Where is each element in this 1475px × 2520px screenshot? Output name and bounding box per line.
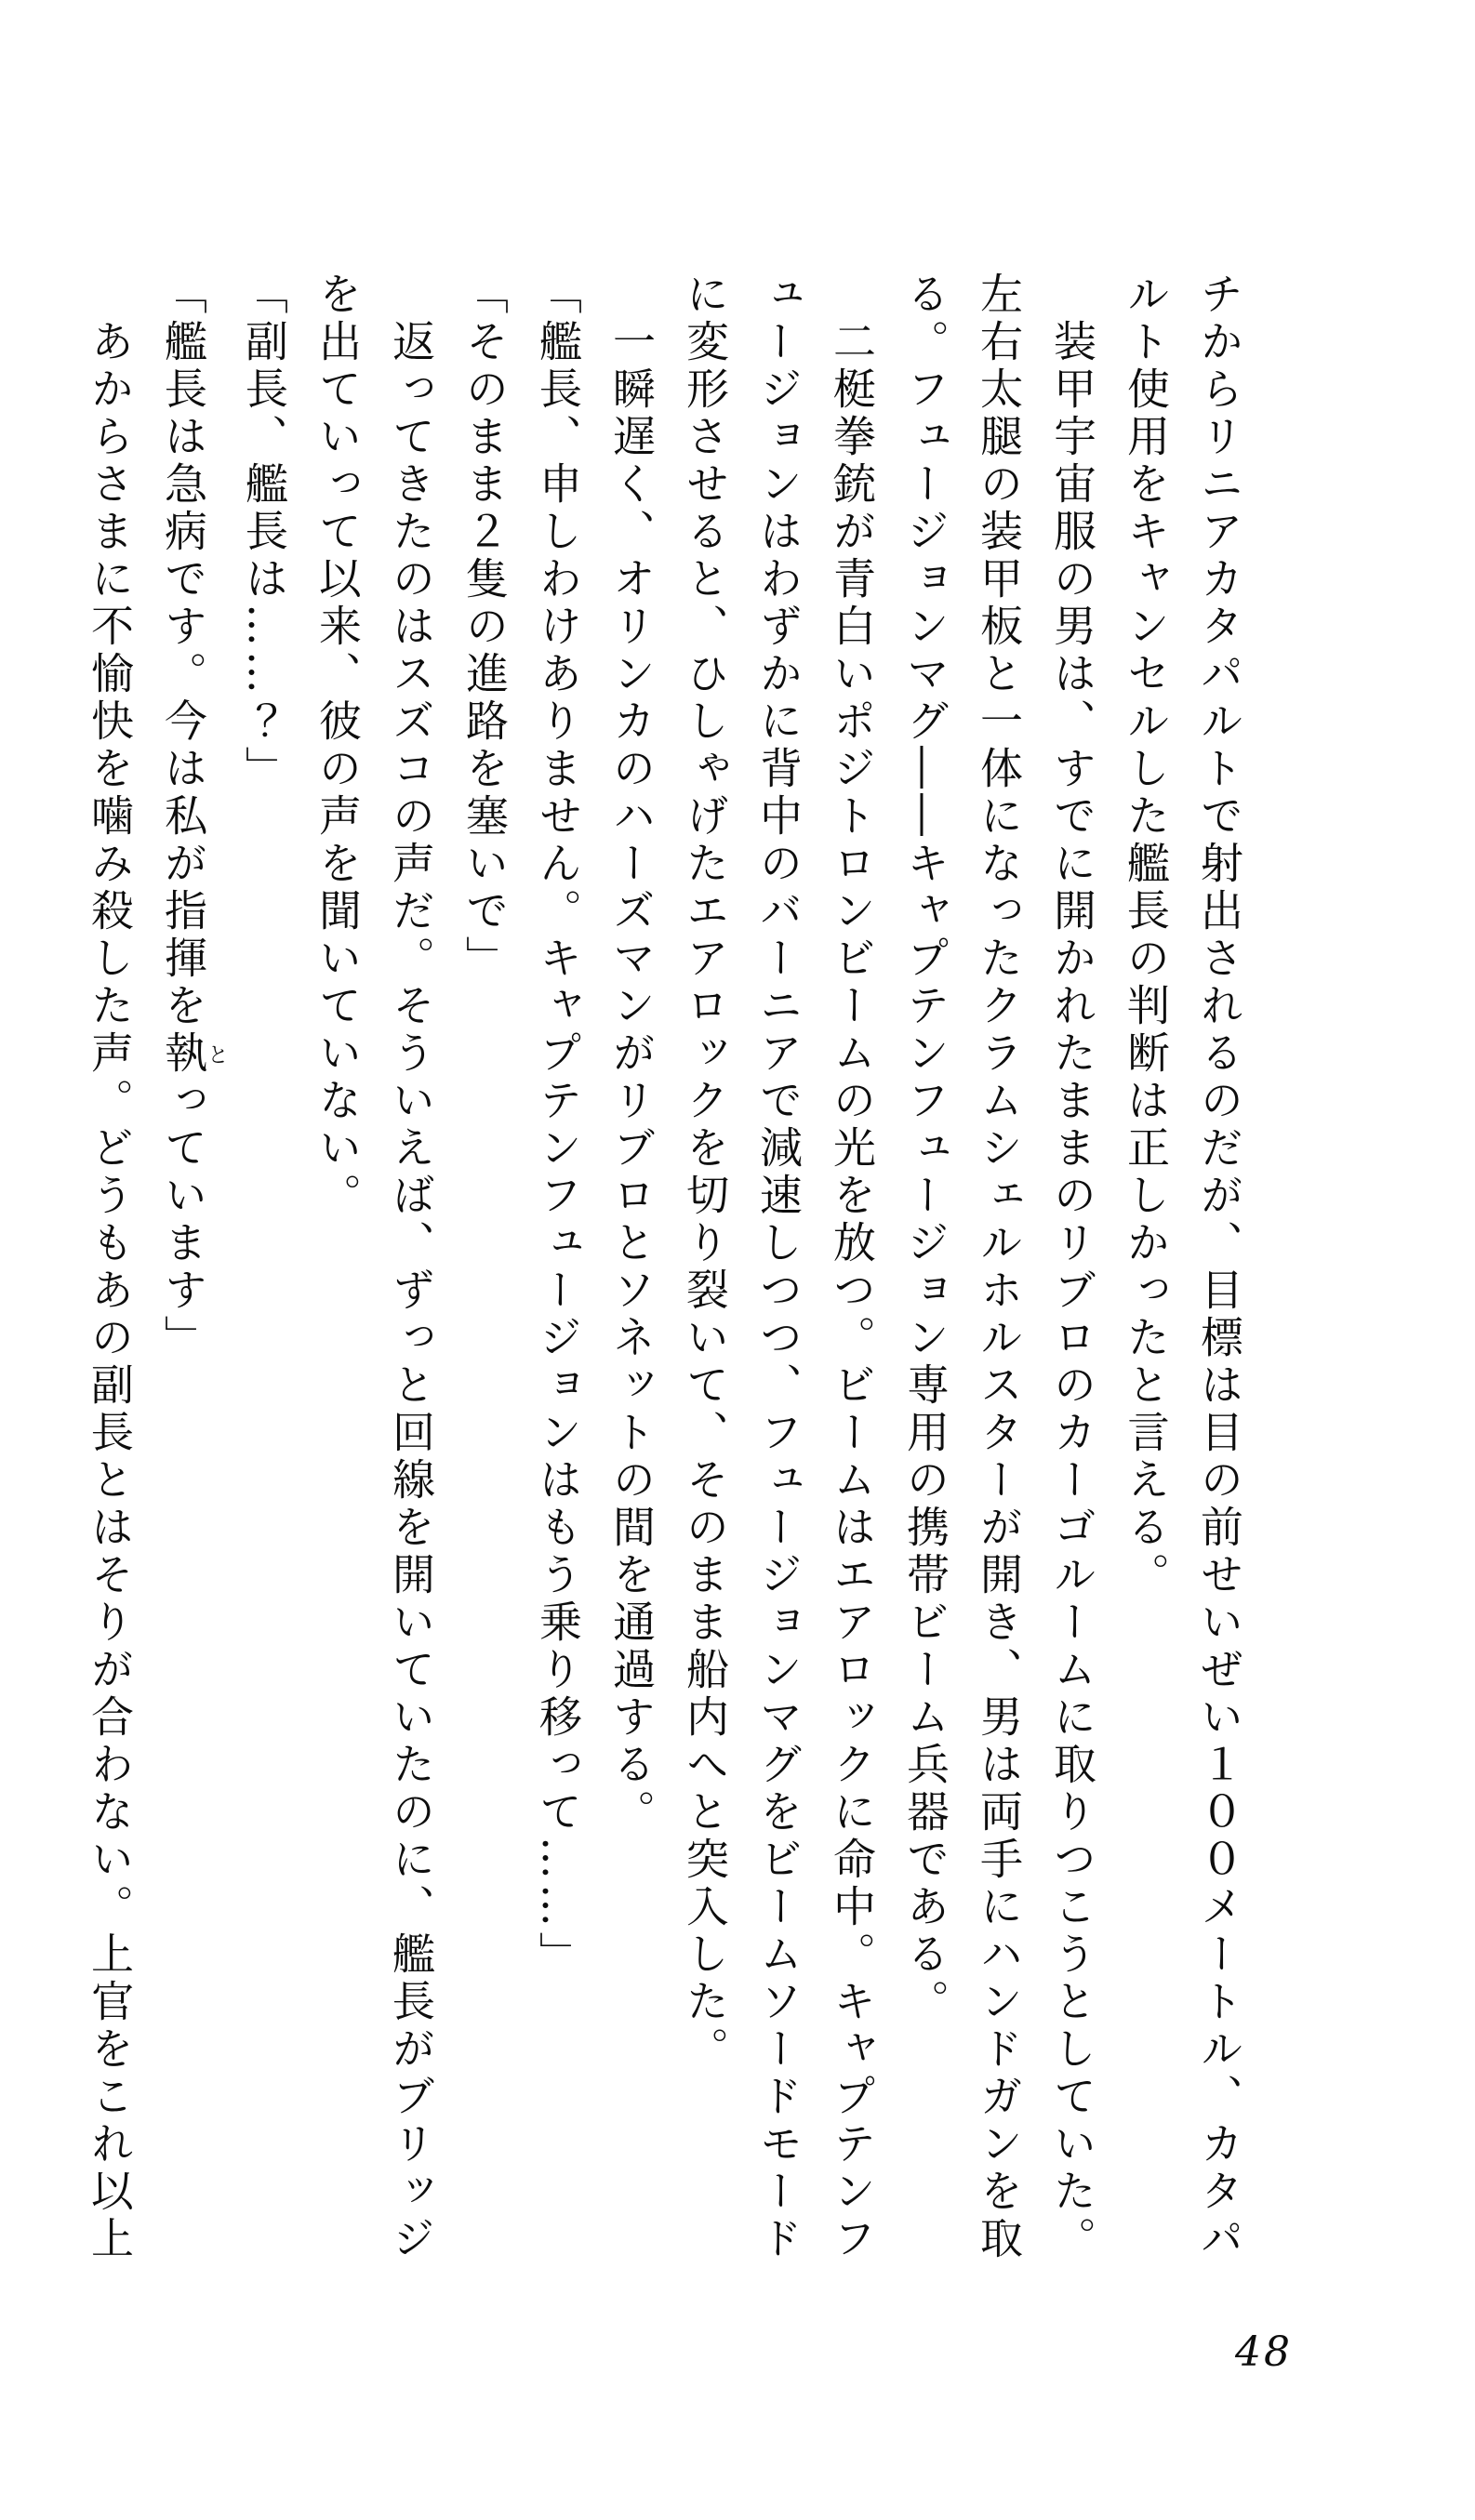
text-line: 二梃拳銃が青白いポジトロンビームの光を放つ。ビームはエアロックに命中。キャプテンフ [827,319,877,2263]
text-line: あからさまに不愉快を噛み殺した声。どうもあの副長とはそりが合わない。上官をこれ以上 [85,319,135,2263]
text-line: に変形させると、ひしゃげたエアロックを切り裂いて、そのまま船内へと突入した。 [680,272,730,2074]
page-number: 48 [1235,2328,1293,2376]
text-line: 「副長、艦長は……？」 [239,272,289,793]
furigana-ruby: 執と [158,1030,228,1078]
text-line: 「艦長は急病です。今は私が指揮を執とっています」 [158,272,228,1362]
text-line: チからリニアカタパルトで射出されるのだが、目標は目の前せいぜい１００メートル、カタパ [1194,272,1244,2263]
furigana-text: と [204,1030,228,1078]
text-line: る。フュージョンマグ――キャプテンフュージョン専用の携帯ビーム兵器である。 [900,272,950,2026]
text-line: 「そのまま２隻の進路を塞いで」 [459,272,510,983]
text-line: ュージョンはわずかに背中のバーニアで減速しつつ、フュージョンマグをビームソードモード [753,272,804,2263]
text-line: ルト使用をキャンセルした艦長の判断は正しかったと言える。 [1121,272,1171,1599]
text-line: 「艦長、申しわけありません。キャプテンフュージョンはもう乗り移って……」 [533,272,583,1979]
text-line: 返ってきたのはスズコの声だ。そういえば、ずっと回線を開いていたのに、艦長がブリッジ [386,319,436,2263]
vertical-text-block [73,272,1256,2267]
text-line: 左右太腿の装甲板と一体になったクラムシェルホルスターが開き、男は両手にハンドガンを取 [974,272,1024,2263]
text-line: 装甲宇宙服の男は、すでに開かれたままのリブロのカーゴルームに取りつこうとしていた。 [1047,319,1097,2263]
text-line: を出ていって以来、彼の声を聞いていない。 [312,272,363,1220]
text-line: 一瞬遅く、オリンカのハーズマンがリブロとソネットの間を通過する。 [606,319,657,1837]
